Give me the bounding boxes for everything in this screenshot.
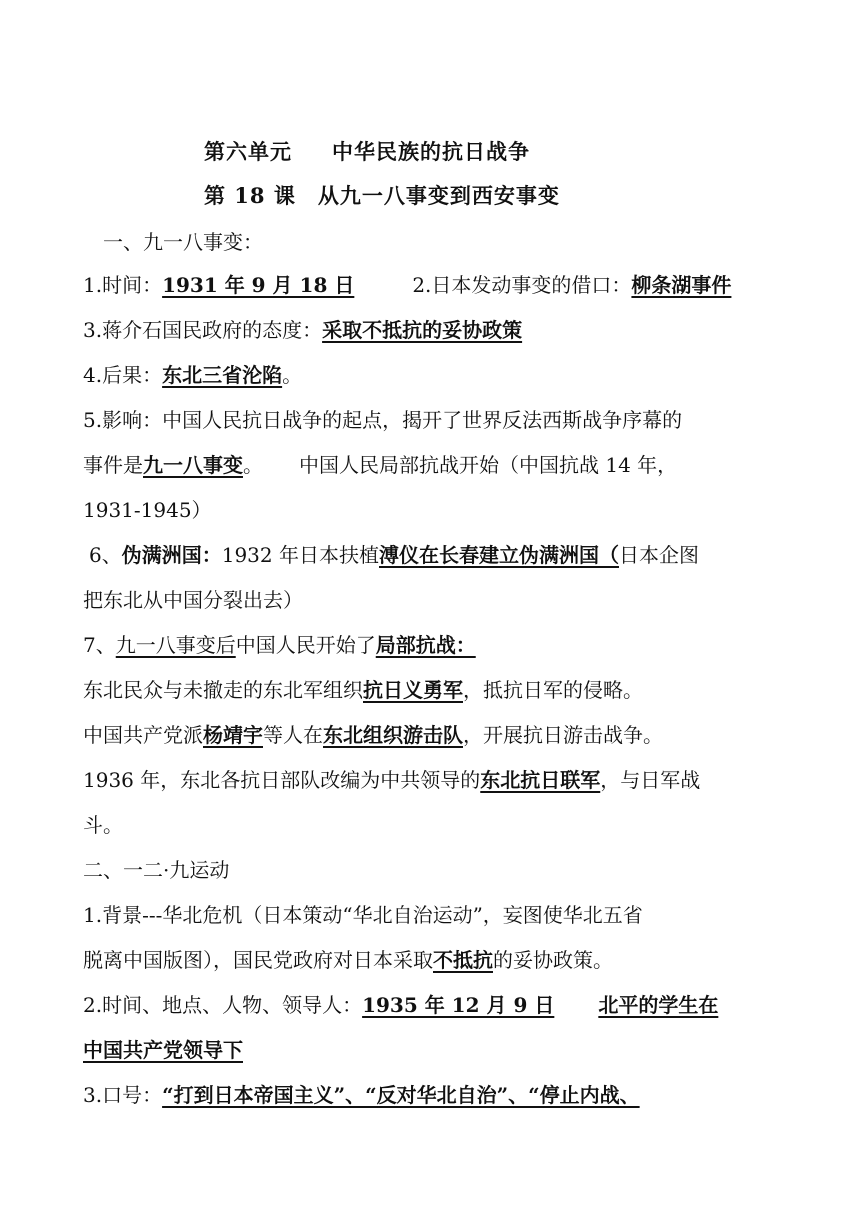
puppet-highlight: 溥仪在长春建立伪满洲国（ (379, 543, 619, 567)
volunteer-army: 抗日义勇军 (363, 678, 463, 702)
guerrilla-unit: 东北组织游击队 (323, 723, 463, 747)
section1-heading: 一、九一八事变： (103, 230, 263, 254)
result-value: 东北三省沦陷 (162, 363, 283, 387)
movement-leader-line (83, 1036, 243, 1064)
united-army-line-2: 斗。 (83, 813, 123, 837)
puppet-line-1 (89, 541, 699, 569)
guerrilla-text-c: 等人在 (263, 723, 323, 747)
impact-text-d: 中国人民局部抗战开始（中国抗战 14 年， (299, 453, 678, 477)
puppet-text-end: 日本企图 (619, 543, 699, 567)
united-army: 东北抗日联军 (480, 768, 601, 792)
puppet-term: 伪满洲国： (121, 543, 222, 567)
attitude-label: 3.蒋介石国民政府的态度： (83, 318, 323, 342)
impact-line-2 (83, 451, 677, 479)
guerrilla-text-e: ，开展抗日游击战争。 (463, 723, 663, 747)
puppet-text: 1932 年日本扶植 (221, 543, 379, 567)
local-text: 中国人民开始了 (235, 633, 376, 657)
background-text-end: 的妥协政策。 (493, 948, 613, 972)
local-resistance-line (83, 631, 476, 659)
pretext-label: 2.日本发动事变的借口： (412, 273, 632, 297)
attitude-line (83, 316, 522, 344)
local-num: 7、 (83, 633, 116, 657)
united-army-text: 1936 年，东北各抗日部队改编为中共领导的 (83, 768, 481, 792)
background-line-1: 1.背景---华北危机（日本策动“华北自治运动”，妄图使华北五省 (83, 903, 643, 927)
impact-line-1: 5.影响：中国人民抗日战争的起点，揭开了世界反法西斯战争序幕的 (83, 408, 683, 432)
result-line (83, 361, 302, 389)
movement-time-place: 1935 年 12 月 9 日 北平的学生在 (362, 993, 719, 1017)
movement-leader: 中国共产党领导下 (83, 1038, 243, 1062)
movement-time-label: 2.时间、地点、人物、领导人： (83, 993, 363, 1017)
section2-heading: 二、一二·九运动 (83, 858, 230, 882)
unit-number: 第六单元 (204, 139, 292, 164)
volunteer-text: 东北民众与未撤走的东北军组织 (83, 678, 363, 702)
puppet-line-2: 把东北从中国分裂出去） (83, 588, 303, 612)
background-line-2 (83, 946, 613, 974)
impact-text-a: 事件是 (83, 453, 143, 477)
united-army-line (83, 766, 700, 794)
impact-text-c: 。 (243, 453, 263, 477)
attitude-value: 采取不抵抗的妥协政策 (322, 318, 523, 342)
lesson-number: 第 18 课 (204, 183, 296, 208)
non-resistance: 不抵抗 (433, 948, 493, 972)
slogan-label: 3.口号： (83, 1083, 163, 1107)
guerrilla-text-a: 中国共产党派 (83, 723, 203, 747)
guerrilla-line (83, 721, 663, 749)
yang-jingyu: 杨靖宇 (203, 723, 263, 747)
movement-time-line (83, 991, 718, 1019)
time-pretext-line (83, 271, 731, 299)
slogan-line (83, 1081, 640, 1109)
local-term: 局部抗战： (375, 633, 476, 657)
unit-title (204, 136, 530, 166)
puppet-num: 6、 (89, 543, 122, 567)
time-label: 1.时间： (83, 273, 163, 297)
local-after: 九一八事变后 (115, 633, 236, 657)
impact-event: 九一八事变 (143, 453, 243, 477)
result-label: 4.后果： (83, 363, 163, 387)
united-army-text-end: ，与日军战 (600, 768, 701, 792)
background-text: 脱离中国版图），国民党政府对日本采取 (83, 948, 433, 972)
slogan-value: “打到日本帝国主义”、“反对华北自治”、“停止内战、 (162, 1083, 640, 1107)
lesson-title (204, 180, 560, 210)
lesson-name: 从九一八事变到西安事变 (317, 183, 560, 208)
result-end: 。 (282, 363, 303, 387)
time-value: 1931 年 9 月 18 日 (162, 273, 355, 297)
volunteer-text-end: ，抵抗日军的侵略。 (463, 678, 643, 702)
pretext-value: 柳条湖事件 (631, 273, 732, 297)
volunteer-army-line (83, 676, 643, 704)
impact-line-3: 1931-1945） (83, 498, 212, 522)
unit-name: 中华民族的抗日战争 (332, 139, 530, 164)
